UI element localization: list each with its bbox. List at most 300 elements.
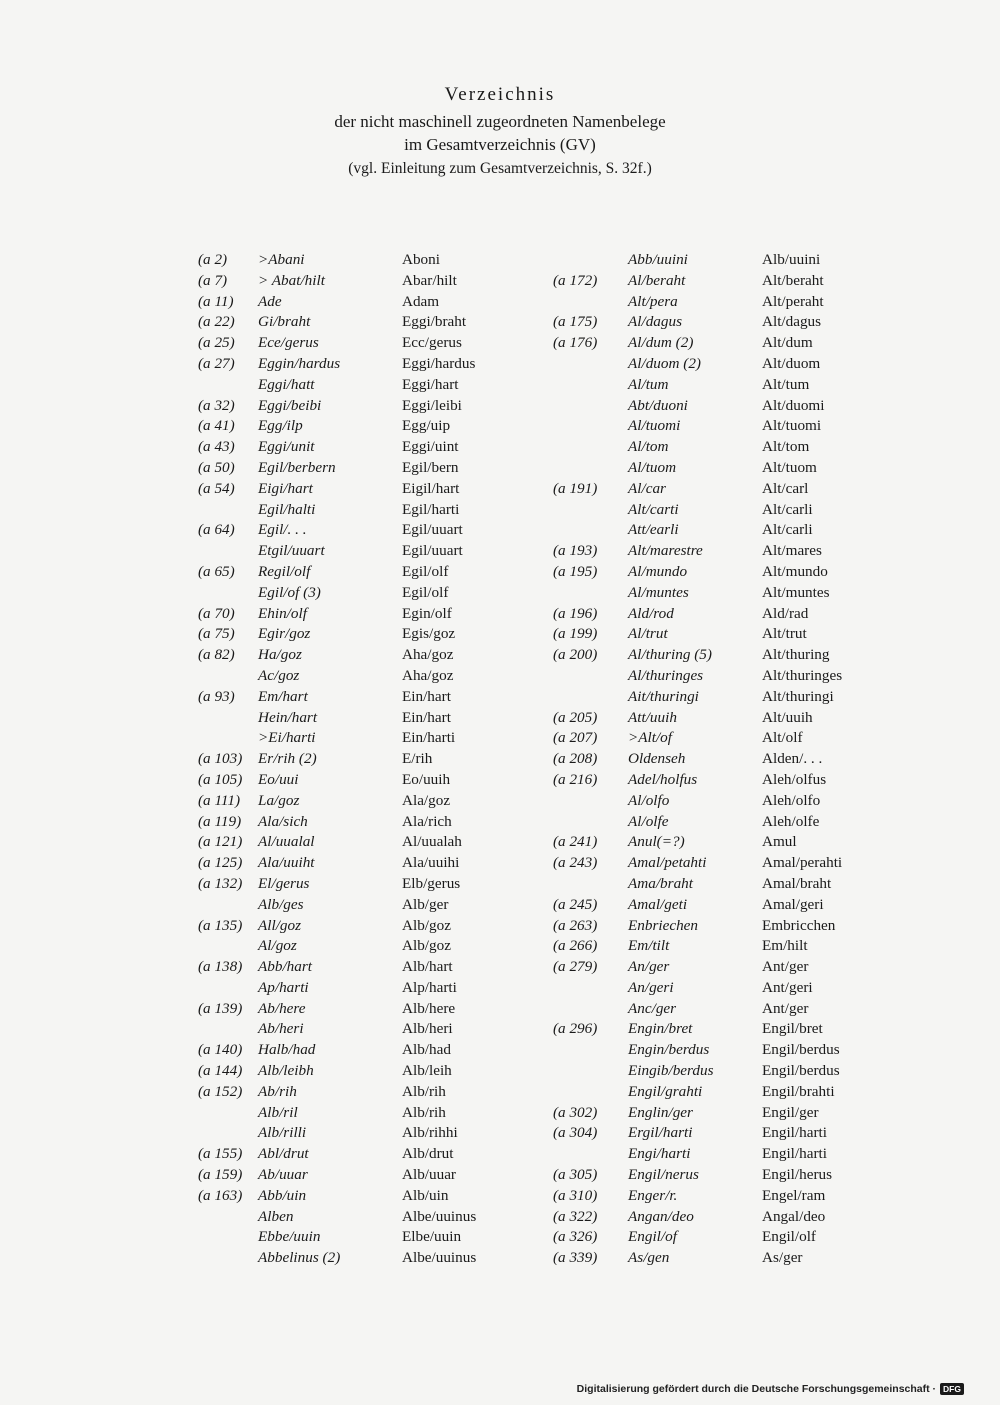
- entry-normalized: Amal/perahti: [762, 854, 843, 872]
- entry-name: Alt/carti: [628, 500, 679, 518]
- entry-normalized: Amal/braht: [762, 874, 832, 892]
- entry-reference: [198, 978, 258, 999]
- entry-normalized: Alb/leih: [402, 1062, 452, 1080]
- entry-reference: [553, 687, 623, 708]
- entry-normalized: Alt/carli: [762, 500, 813, 518]
- entry-reference: [553, 999, 623, 1020]
- entry-normalized: Alt/tuom: [762, 458, 817, 476]
- entry-reference: (a 205): [553, 708, 598, 726]
- entry-normalized: Alt/thuring: [762, 646, 830, 664]
- entry-reference: (a 70): [198, 604, 235, 622]
- entry-normalized: Alb/goz: [402, 916, 451, 934]
- entry-name: An/geri: [628, 978, 674, 996]
- entry-normalized: Egil/harti: [402, 500, 460, 518]
- footer-text: Digitalisierung gefördert durch die Deutsche Forschungsgemeinschaft ·: [576, 1383, 937, 1395]
- entry-normalized: Engil/harti: [762, 1124, 827, 1142]
- entry-normalized: Alt/dagus: [762, 313, 822, 331]
- entry-name: All/goz: [258, 916, 302, 934]
- entry-name: Al/thuring (5): [628, 646, 712, 664]
- entry-normalized: Al/uualah: [402, 833, 462, 851]
- entry-name: El/gerus: [258, 874, 310, 892]
- entry-name: Er/rih (2): [258, 750, 317, 768]
- entry-normalized: Adam: [402, 292, 440, 310]
- entry-normalized: Aboni: [402, 251, 440, 268]
- entry-normalized: Engil/bret: [762, 1020, 823, 1038]
- entry-name: > Abat/hilt: [258, 271, 325, 289]
- entry-reference: (a 140): [198, 1041, 243, 1059]
- entry-reference: (a 193): [553, 542, 598, 560]
- entry-name: Alt/pera: [628, 292, 678, 310]
- entry-normalized: Alt/peraht: [762, 292, 824, 310]
- entry-reference: (a 43): [198, 438, 235, 456]
- entry-reference: (a 11): [198, 292, 234, 310]
- entry-reference: [553, 666, 623, 687]
- entry-reference: (a 105): [198, 770, 243, 788]
- entry-name: Anc/ger: [628, 999, 677, 1017]
- entry-reference: [198, 1019, 258, 1040]
- entry-reference: [198, 583, 258, 604]
- entry-name: Engil/nerus: [628, 1166, 699, 1184]
- entry-name: Ala/sich: [258, 812, 308, 830]
- entry-reference: (a 243): [553, 854, 598, 872]
- entry-reference: [553, 292, 623, 313]
- entry-reference: [553, 354, 623, 375]
- entry-name: Eingib/berdus: [628, 1062, 714, 1080]
- entry-reference: (a 196): [553, 604, 598, 622]
- entry-reference: [198, 1248, 258, 1269]
- entry-reference: [553, 874, 623, 895]
- entry-normalized: As/ger: [762, 1249, 803, 1267]
- entry-normalized: Alden/. . .: [762, 750, 823, 768]
- entry-reference: (a 65): [198, 562, 235, 580]
- entry-reference: (a 245): [553, 895, 598, 913]
- entry-normalized: Aha/goz: [402, 646, 454, 664]
- entry-normalized: Alt/tum: [762, 375, 810, 393]
- entry-normalized: Alt/tom: [762, 438, 810, 456]
- entry-normalized: Ein/harti: [402, 729, 456, 747]
- entry-name: Anul(=?): [628, 833, 685, 851]
- entry-reference: [198, 936, 258, 957]
- entry-name: Abb/uuini: [628, 251, 688, 268]
- entry-name: Alt/marestre: [628, 542, 703, 560]
- entry-reference: (a 191): [553, 479, 598, 497]
- entry-normalized: Embricchen: [762, 916, 836, 934]
- entry-normalized: Abar/hilt: [402, 271, 457, 289]
- entry-reference: (a 135): [198, 916, 243, 934]
- entry-name: Att/earli: [628, 521, 679, 539]
- footer: [577, 1383, 964, 1395]
- entry-name: Abbelinus (2): [258, 1249, 341, 1267]
- entry-reference: [198, 1207, 258, 1228]
- entry-reference: [198, 895, 258, 916]
- entry-reference: (a 64): [198, 521, 235, 539]
- entry-normalized: Alb/here: [402, 999, 456, 1017]
- entry-name: Egil/of (3): [258, 583, 321, 601]
- entry-name: >Ei/harti: [258, 729, 316, 747]
- entry-name: Al/muntes: [628, 583, 689, 601]
- entry-reference: [198, 708, 258, 729]
- entry-reference: (a 103): [198, 750, 243, 768]
- entry-normalized: Elb/gerus: [402, 874, 461, 892]
- entry-normalized: Ald/rad: [762, 604, 809, 622]
- entry-name: Ade: [258, 292, 282, 310]
- entry-normalized: Alt/uuih: [762, 708, 813, 726]
- entry-normalized: Ein/hart: [402, 708, 451, 726]
- entry-normalized: Alb/goz: [402, 937, 451, 955]
- entry-name: Eggi/beibi: [258, 396, 322, 414]
- entry-normalized: Alt/dum: [762, 334, 813, 352]
- entry-reference: (a 144): [198, 1062, 243, 1080]
- entry-reference: (a 163): [198, 1186, 243, 1204]
- entry-name: Ab/rih: [258, 1082, 297, 1100]
- dfg-logo: DFG: [940, 1383, 964, 1395]
- entry-reference: (a 172): [553, 271, 598, 289]
- entry-normalized: Alb/ger: [402, 895, 449, 913]
- entry-name: Engin/bret: [628, 1020, 693, 1038]
- entry-reference: [553, 1082, 623, 1103]
- entry-reference: [198, 728, 258, 749]
- page-title: Verzeichnis: [444, 84, 556, 105]
- entry-normalized: Alt/mares: [762, 542, 822, 560]
- entry-normalized: Ala/rich: [402, 812, 452, 830]
- entry-normalized: Engil/herus: [762, 1166, 833, 1184]
- entry-name: An/ger: [628, 958, 670, 976]
- entry-name: Egir/goz: [258, 625, 311, 643]
- entry-reference: (a 27): [198, 354, 235, 372]
- entry-normalized: Eggi/uint: [402, 438, 459, 456]
- entry-reference: (a 208): [553, 750, 598, 768]
- entry-name: Abb/uin: [258, 1186, 307, 1204]
- entry-normalized: Alt/duomi: [762, 396, 825, 414]
- entry-normalized: Alb/heri: [402, 1020, 453, 1038]
- entry-reference: [198, 1103, 258, 1124]
- entry-normalized: Aleh/olfus: [762, 770, 827, 788]
- entry-reference: [553, 375, 623, 396]
- entry-normalized: Alb/rihhi: [402, 1124, 458, 1142]
- entry-normalized: Eggi/leibi: [402, 396, 462, 414]
- entry-name: Engin/berdus: [628, 1041, 710, 1059]
- entry-normalized: Albe/uuinus: [402, 1207, 477, 1225]
- entry-name: Ama/braht: [628, 874, 693, 892]
- entry-normalized: Eigil/hart: [402, 479, 460, 497]
- entry-reference: (a 159): [198, 1166, 243, 1184]
- entry-name: Ab/here: [258, 999, 306, 1017]
- entry-reference: (a 279): [553, 958, 598, 976]
- entry-reference: (a 241): [553, 833, 598, 851]
- entry-normalized: Eo/uuih: [402, 770, 451, 788]
- entry-normalized: Engil/berdus: [762, 1062, 840, 1080]
- entry-normalized: Alb/drut: [402, 1145, 454, 1163]
- entry-name: Egil/berbern: [258, 458, 336, 476]
- entry-name: La/goz: [258, 791, 300, 809]
- entry-normalized: Egil/uuart: [402, 542, 463, 560]
- entry-reference: (a 305): [553, 1166, 598, 1184]
- entry-name: Al/dum (2): [628, 334, 694, 352]
- entry-name: >Abani: [258, 251, 305, 268]
- entry-normalized: Angal/deo: [762, 1207, 826, 1225]
- entry-normalized: Alt/tuomi: [762, 417, 822, 435]
- entry-reference: (a 132): [198, 874, 243, 892]
- entry-normalized: Ecc/gerus: [402, 334, 462, 352]
- left-name-column: [258, 250, 398, 1269]
- entry-normalized: Ala/uuihi: [402, 854, 460, 872]
- entry-name: Hein/hart: [258, 708, 318, 726]
- entry-reference: (a 195): [553, 562, 598, 580]
- entry-name: Al/goz: [258, 937, 297, 955]
- entry-normalized: Engil/brahti: [762, 1082, 835, 1100]
- entry-name: Ald/rod: [628, 604, 674, 622]
- entry-name: Al/dagus: [628, 313, 683, 331]
- entry-normalized: Alt/carl: [762, 479, 809, 497]
- entry-name: Al/tuom: [628, 458, 677, 476]
- entry-reference: (a 302): [553, 1103, 598, 1121]
- subtitle-line-1: der nicht maschinell zugeordneten Namenbelege: [334, 112, 666, 131]
- right-ref-column: [553, 250, 623, 1269]
- entry-name: Al/duom (2): [628, 354, 701, 372]
- entry-reference: (a 75): [198, 625, 235, 643]
- entry-name: Ac/goz: [258, 666, 300, 684]
- entry-name: Egil/. . .: [258, 521, 307, 539]
- entry-name: Amal/geti: [628, 895, 688, 913]
- entry-reference: [553, 1144, 623, 1165]
- entry-reference: (a 41): [198, 417, 235, 435]
- entry-reference: [198, 666, 258, 687]
- entry-reference: (a 54): [198, 479, 235, 497]
- entry-normalized: Alt/trut: [762, 625, 807, 643]
- entry-name: Eigi/hart: [258, 479, 313, 497]
- entry-normalized: Egil/bern: [402, 458, 459, 476]
- entry-name: Att/uuih: [628, 708, 677, 726]
- entry-reference: (a 139): [198, 999, 243, 1017]
- entry-name: Al/mundo: [628, 562, 688, 580]
- entry-normalized: Alb/uin: [402, 1186, 449, 1204]
- entry-name: Eo/uui: [258, 770, 299, 788]
- entry-reference: (a 25): [198, 334, 235, 352]
- entry-reference: (a 310): [553, 1186, 598, 1204]
- entry-name: >Alt/of: [628, 729, 672, 747]
- entry-reference: [553, 396, 623, 417]
- entry-reference: [198, 1123, 258, 1144]
- entry-name: Amal/petahti: [628, 854, 707, 872]
- entry-reference: [553, 791, 623, 812]
- entry-name: Ab/uuar: [258, 1166, 308, 1184]
- entry-reference: [553, 437, 623, 458]
- entry-name: Al/beraht: [628, 271, 686, 289]
- entry-reference: (a 322): [553, 1207, 598, 1225]
- entry-reference: (a 138): [198, 958, 243, 976]
- entry-reference: (a 121): [198, 833, 243, 851]
- entry-reference: [553, 458, 623, 479]
- entry-reference: [198, 375, 258, 396]
- entry-normalized: Ant/geri: [762, 978, 813, 996]
- entry-normalized: Alt/duom: [762, 354, 821, 372]
- entry-reference: [553, 978, 623, 999]
- entry-reference: [553, 583, 623, 604]
- entry-name: Ehin/olf: [258, 604, 307, 622]
- entry-name: Al/thuringes: [628, 666, 704, 684]
- entry-reference: (a 175): [553, 313, 598, 331]
- entry-reference: (a 216): [553, 770, 598, 788]
- entry-reference: [553, 1061, 623, 1082]
- right-normalized-column: [762, 250, 892, 1269]
- entry-reference: (a 152): [198, 1082, 243, 1100]
- entry-name: Eggin/hardus: [258, 354, 341, 372]
- entry-name: Engi/harti: [628, 1145, 691, 1163]
- entry-name: Ece/gerus: [258, 334, 319, 352]
- entry-normalized: Eggi/braht: [402, 313, 467, 331]
- entry-reference: (a 50): [198, 458, 235, 476]
- entry-name: Ap/harti: [258, 978, 309, 996]
- entry-reference: [198, 541, 258, 562]
- entry-reference: (a 22): [198, 313, 235, 331]
- entry-name: Enger/r.: [628, 1186, 678, 1204]
- entry-normalized: Alb/rih: [402, 1082, 446, 1100]
- entry-name: Ab/heri: [258, 1020, 304, 1038]
- entry-normalized: Em/hilt: [762, 937, 808, 955]
- entry-reference: (a 304): [553, 1124, 598, 1142]
- subtitle-line-3: (vgl. Einleitung zum Gesamtverzeichnis, S. 32f.): [348, 160, 652, 177]
- entry-name: Etgil/uuart: [258, 542, 325, 560]
- entry-normalized: Egis/goz: [402, 625, 456, 643]
- entry-reference: (a 2): [198, 251, 228, 268]
- entry-normalized: Alp/harti: [402, 978, 457, 996]
- entry-name: Egg/ilp: [258, 417, 303, 435]
- entry-reference: (a 82): [198, 646, 235, 664]
- entry-name: Em/hart: [258, 687, 308, 705]
- entry-name: Al/olfe: [628, 812, 669, 830]
- entry-normalized: Engil/berdus: [762, 1041, 840, 1059]
- subtitle-line-2: im Gesamtverzeichnis (GV): [404, 135, 596, 154]
- entry-name: Halb/had: [258, 1041, 316, 1059]
- entry-normalized: Alt/muntes: [762, 583, 830, 601]
- entry-normalized: Engel/ram: [762, 1186, 826, 1204]
- entry-normalized: Aleh/olfe: [762, 812, 820, 830]
- entry-reference: (a 207): [553, 729, 598, 747]
- entry-normalized: Alb/had: [402, 1041, 451, 1059]
- entry-name: Eggi/hatt: [258, 375, 315, 393]
- entry-reference: (a 339): [553, 1249, 598, 1267]
- entry-name: Angan/deo: [628, 1207, 694, 1225]
- entry-normalized: Alb/uuini: [762, 251, 821, 268]
- entry-name: Al/car: [628, 479, 666, 497]
- entry-reference: [553, 812, 623, 833]
- entry-normalized: Alb/hart: [402, 958, 453, 976]
- entry-name: Enbriechen: [628, 916, 699, 934]
- entry-name: Engil/grahti: [628, 1082, 703, 1100]
- entry-reference: [553, 250, 623, 271]
- entry-name: Regil/olf: [258, 562, 311, 580]
- entry-normalized: Egg/uip: [402, 417, 451, 435]
- entry-name: Alb/leibh: [258, 1062, 314, 1080]
- entry-reference: (a 296): [553, 1020, 598, 1038]
- entry-name: As/gen: [628, 1249, 670, 1267]
- entry-name: Alb/ges: [258, 895, 304, 913]
- entry-reference: [553, 520, 623, 541]
- entry-name: Englin/ger: [628, 1103, 693, 1121]
- entry-reference: [198, 500, 258, 521]
- entry-name: Al/olfo: [628, 791, 670, 809]
- entry-name: Egil/halti: [258, 500, 316, 518]
- entry-reference: (a 199): [553, 625, 598, 643]
- entry-normalized: Ein/hart: [402, 687, 451, 705]
- entry-name: Ait/thuringi: [628, 687, 699, 705]
- entry-reference: (a 200): [553, 646, 598, 664]
- entry-name: Alb/ril: [258, 1103, 298, 1121]
- entry-name: Gi/braht: [258, 313, 311, 331]
- entry-name: Alben: [258, 1207, 294, 1225]
- entry-normalized: Egin/olf: [402, 604, 452, 622]
- entry-normalized: Engil/olf: [762, 1228, 816, 1246]
- entry-normalized: Albe/uuinus: [402, 1249, 477, 1267]
- entry-reference: (a 263): [553, 916, 598, 934]
- entry-normalized: Alb/uuar: [402, 1166, 456, 1184]
- entry-normalized: Ala/goz: [402, 791, 451, 809]
- entry-name: Al/tuomi: [628, 417, 681, 435]
- entry-normalized: Ant/ger: [762, 999, 809, 1017]
- entry-name: Ha/goz: [258, 646, 302, 664]
- entry-reference: (a 176): [553, 334, 598, 352]
- entry-name: Engil/of: [628, 1228, 677, 1246]
- entry-normalized: Alt/carli: [762, 521, 813, 539]
- entry-normalized: Egil/olf: [402, 583, 449, 601]
- entry-reference: (a 111): [198, 791, 241, 809]
- entry-normalized: Aleh/olfo: [762, 791, 821, 809]
- entry-normalized: Alt/mundo: [762, 562, 828, 580]
- entry-name: Abt/duoni: [628, 396, 688, 414]
- entry-name: Abb/hart: [258, 958, 313, 976]
- right-name-column: [628, 250, 760, 1269]
- entry-normalized: Elbe/uuin: [402, 1228, 462, 1246]
- entry-normalized: Eggi/hart: [402, 375, 459, 393]
- entry-reference: (a 93): [198, 687, 235, 705]
- entry-normalized: Aha/goz: [402, 666, 454, 684]
- entry-normalized: Amal/geri: [762, 895, 824, 913]
- entry-name: Al/trut: [628, 625, 668, 643]
- entry-normalized: Alb/rih: [402, 1103, 446, 1121]
- entry-name: Abl/drut: [258, 1145, 309, 1163]
- entry-normalized: Alt/thuringi: [762, 687, 834, 705]
- entry-normalized: Alt/thuringes: [762, 666, 843, 684]
- entry-reference: (a 7): [198, 271, 228, 289]
- entry-reference: (a 155): [198, 1145, 243, 1163]
- entry-normalized: Egil/olf: [402, 562, 449, 580]
- entry-normalized: Ant/ger: [762, 958, 809, 976]
- left-normalized-column: [402, 250, 542, 1269]
- entry-reference: [198, 1227, 258, 1248]
- entry-reference: (a 119): [198, 812, 242, 830]
- entry-name: Eggi/unit: [258, 438, 315, 456]
- entry-reference: (a 32): [198, 396, 235, 414]
- entry-reference: [553, 1040, 623, 1061]
- entry-normalized: Eggi/hardus: [402, 354, 476, 372]
- entry-normalized: Alt/beraht: [762, 271, 824, 289]
- entry-normalized: Engil/ger: [762, 1103, 819, 1121]
- entry-name: Ala/uuiht: [258, 854, 315, 872]
- entry-name: Al/tom: [628, 438, 669, 456]
- entry-reference: (a 266): [553, 937, 598, 955]
- entry-normalized: Alt/olf: [762, 729, 803, 747]
- entry-normalized: Engil/harti: [762, 1145, 827, 1163]
- entry-name: Ergil/harti: [628, 1124, 693, 1142]
- entry-name: Al/tum: [628, 375, 669, 393]
- entry-name: Oldenseh: [628, 750, 686, 768]
- left-ref-column: [198, 250, 258, 1269]
- entry-name: Ebbe/uuin: [258, 1228, 321, 1246]
- entry-reference: [553, 416, 623, 437]
- entry-name: Al/uualal: [258, 833, 315, 851]
- entry-name: Adel/holfus: [628, 770, 698, 788]
- entry-normalized: E/rih: [402, 750, 433, 768]
